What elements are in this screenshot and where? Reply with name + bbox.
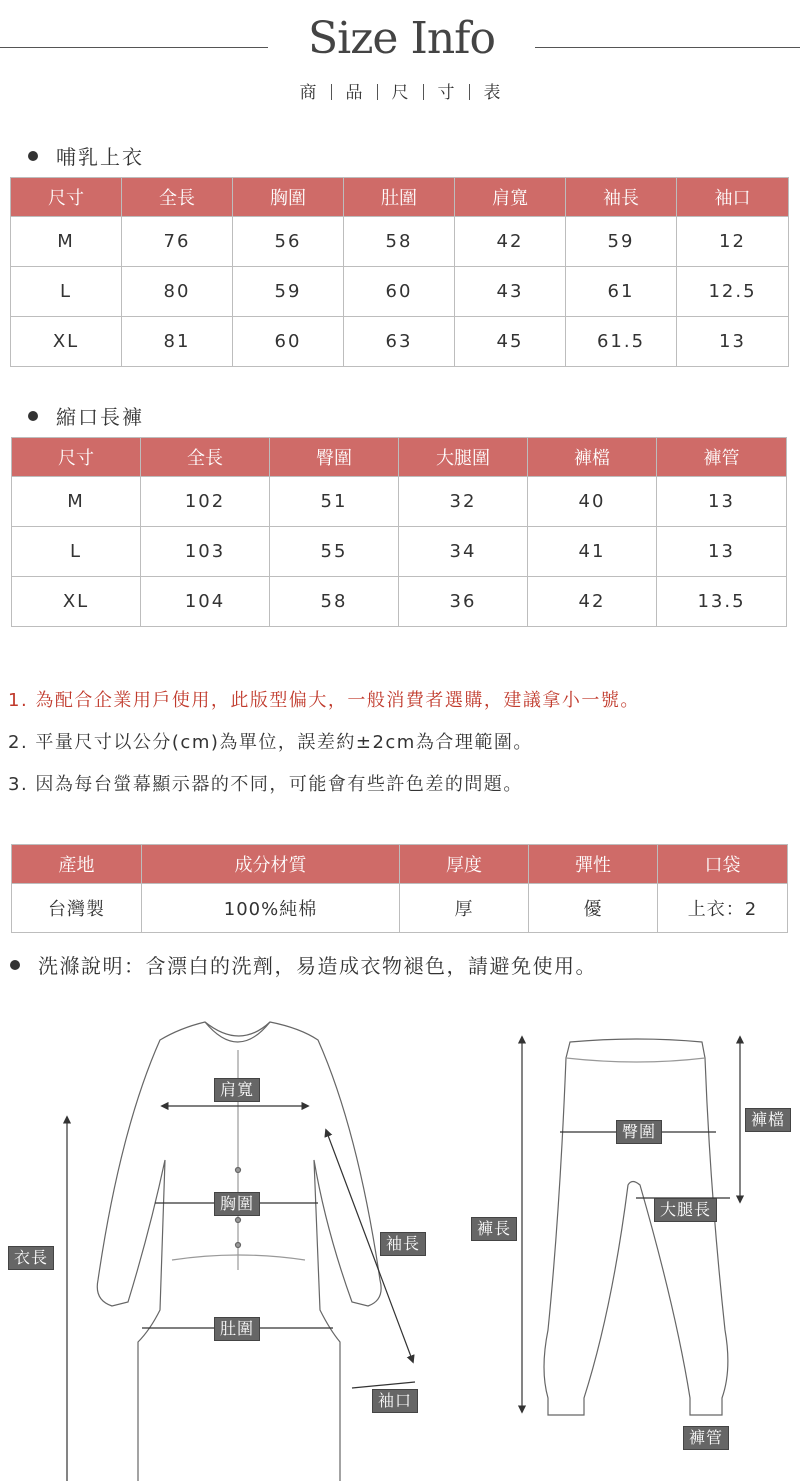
table-row — [11, 317, 789, 367]
column-header: 褲檔 — [528, 438, 657, 477]
note-item: 2. 平量尺寸以公分(cm)為單位，誤差約±2cm為合理範圍。 — [8, 732, 533, 753]
table-cell: 100%純棉 — [142, 884, 400, 933]
label-hip: 臀圍 — [616, 1120, 662, 1144]
column-header: 褲管 — [657, 438, 787, 477]
column-header: 袖長 — [566, 178, 677, 217]
table-cell: 76 — [122, 217, 233, 267]
table-cell: 56 — [233, 217, 344, 267]
wash-text: 洗滌說明：含漂白的洗劑，易造成衣物褪色，請避免使用。 — [38, 954, 597, 978]
table-cell: 43 — [455, 267, 566, 317]
label-length: 衣長 — [8, 1246, 54, 1270]
table-cell: 上衣：2 — [658, 884, 788, 933]
top-size-table — [10, 177, 789, 367]
label-shoulder: 肩寬 — [214, 1078, 260, 1102]
label-sleeve: 袖長 — [380, 1232, 426, 1256]
table-cell: XL — [11, 317, 122, 367]
table-cell: 58 — [344, 217, 455, 267]
table-header-row — [11, 178, 789, 217]
column-header: 厚度 — [400, 845, 529, 884]
note-item: 1. 為配合企業用戶使用，此版型偏大，一般消費者選購，建議拿小一號。 — [8, 690, 640, 711]
table-cell: 40 — [528, 477, 657, 527]
table-cell: 81 — [122, 317, 233, 367]
subtitle-char: 品 — [345, 83, 363, 103]
table-cell: 13 — [657, 527, 787, 577]
column-header: 產地 — [12, 845, 142, 884]
bullet-dot — [28, 151, 38, 161]
table-cell: 厚 — [400, 884, 529, 933]
table-row — [12, 527, 787, 577]
column-header: 袖口 — [677, 178, 789, 217]
table-cell: 45 — [455, 317, 566, 367]
pants-section-title — [28, 401, 144, 430]
label-waist: 肚圍 — [214, 1317, 260, 1341]
top-section-label: 哺乳上衣 — [56, 145, 144, 169]
table-cell: 80 — [122, 267, 233, 317]
column-header: 胸圍 — [233, 178, 344, 217]
column-header: 尺寸 — [11, 178, 122, 217]
table-cell: 59 — [566, 217, 677, 267]
column-header: 肩寬 — [455, 178, 566, 217]
table-cell: 12 — [677, 217, 789, 267]
table-cell: 42 — [528, 577, 657, 627]
table-cell: 60 — [233, 317, 344, 367]
measure-arrows — [67, 1037, 740, 1481]
table-cell: 104 — [141, 577, 270, 627]
table-cell: 55 — [270, 527, 399, 577]
subtitle-char: 商 — [299, 83, 317, 103]
label-crotch: 褲檔 — [745, 1108, 791, 1132]
label-hem: 褲管 — [683, 1426, 729, 1450]
table-header-row — [12, 438, 787, 477]
bullet-dot — [10, 960, 20, 970]
label-chest: 胸圍 — [214, 1192, 260, 1216]
bullet-dot — [28, 411, 38, 421]
table-cell: 58 — [270, 577, 399, 627]
table-cell: L — [11, 267, 122, 317]
table-header-row — [12, 845, 788, 884]
label-cuff: 袖口 — [372, 1389, 418, 1413]
table-row — [12, 884, 788, 933]
table-cell: 41 — [528, 527, 657, 577]
table-cell: 台灣製 — [12, 884, 142, 933]
page-subtitle — [0, 78, 800, 103]
column-header: 成分材質 — [142, 845, 400, 884]
table-cell: 51 — [270, 477, 399, 527]
subtitle-char: 寸 — [437, 83, 455, 103]
table-cell: 103 — [141, 527, 270, 577]
notes-list — [8, 688, 798, 814]
table-cell: 13 — [657, 477, 787, 527]
note-item: 3. 因為每台螢幕顯示器的不同，可能會有些許色差的問題。 — [8, 774, 523, 795]
table-cell: M — [12, 477, 141, 527]
table-row — [12, 577, 787, 627]
table-cell: XL — [12, 577, 141, 627]
subtitle-char: 尺 — [391, 83, 409, 103]
table-cell: 13.5 — [657, 577, 787, 627]
header-left-rule — [0, 47, 268, 48]
wash-instruction — [10, 950, 597, 979]
table-row — [11, 267, 789, 317]
pants-drawing — [544, 1039, 728, 1415]
table-cell: 59 — [233, 267, 344, 317]
table-cell: 61.5 — [566, 317, 677, 367]
table-row — [11, 217, 789, 267]
column-header: 全長 — [122, 178, 233, 217]
table-cell: 12.5 — [677, 267, 789, 317]
table-cell: 42 — [455, 217, 566, 267]
subtitle-char: 表 — [483, 83, 501, 103]
label-thigh: 大腿長 — [654, 1198, 717, 1222]
table-cell: 優 — [529, 884, 658, 933]
table-cell: 36 — [399, 577, 528, 627]
table-cell: 102 — [141, 477, 270, 527]
top-section-title — [28, 141, 144, 170]
column-header: 大腿圍 — [399, 438, 528, 477]
column-header: 肚圍 — [344, 178, 455, 217]
table-row — [12, 477, 787, 527]
header-right-rule — [535, 47, 800, 48]
page-header — [0, 10, 800, 70]
table-cell: 32 — [399, 477, 528, 527]
column-header: 尺寸 — [12, 438, 141, 477]
pants-section-label: 縮口長褲 — [56, 405, 144, 429]
column-header: 臀圍 — [270, 438, 399, 477]
table-cell: 63 — [344, 317, 455, 367]
table-cell: 13 — [677, 317, 789, 367]
table-cell: L — [12, 527, 141, 577]
page-title: Size Info — [308, 13, 495, 64]
label-pants-length: 褲長 — [471, 1217, 517, 1241]
column-header: 彈性 — [529, 845, 658, 884]
table-cell: 60 — [344, 267, 455, 317]
table-cell: 61 — [566, 267, 677, 317]
column-header: 口袋 — [658, 845, 788, 884]
pants-size-table — [11, 437, 787, 627]
product-info-table — [11, 844, 788, 933]
table-cell: M — [11, 217, 122, 267]
table-cell: 34 — [399, 527, 528, 577]
column-header: 全長 — [141, 438, 270, 477]
